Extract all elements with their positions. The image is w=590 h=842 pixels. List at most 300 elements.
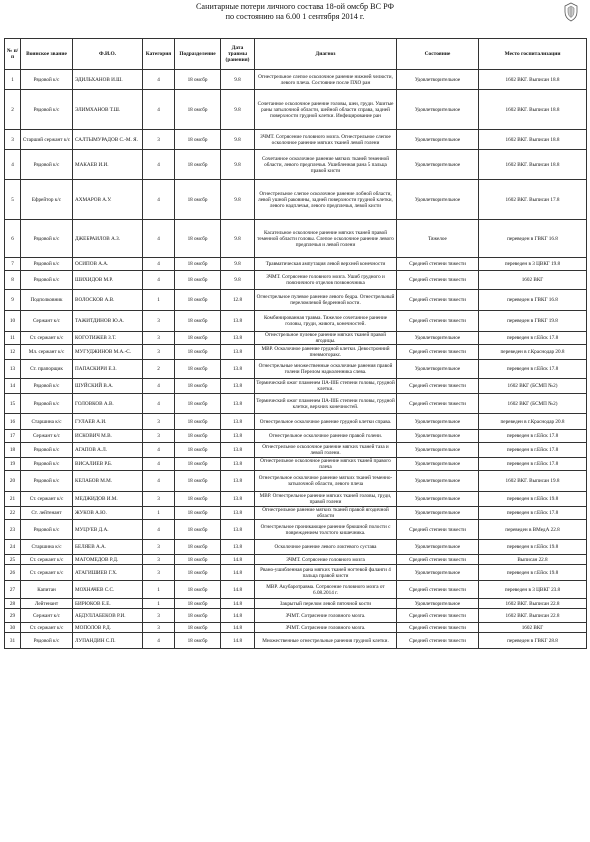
condition-cell: Удовлетворительное bbox=[397, 599, 479, 609]
condition-cell: Удовлетворительное bbox=[397, 332, 479, 345]
condition-cell: Средней степени тяжести bbox=[397, 609, 479, 623]
unit-cell: 18 омсбр bbox=[175, 555, 221, 565]
category-cell: 4 bbox=[143, 394, 175, 414]
hospitalization-place-cell: переведен в 3 ЦВКГ 23.8 bbox=[479, 581, 587, 599]
hospitalization-place-cell: переведен в г.Ейск 19.8 bbox=[479, 565, 587, 581]
rank-cell: Старший сержант к/с bbox=[21, 130, 73, 150]
table-row bbox=[5, 332, 587, 345]
table-row bbox=[5, 394, 587, 414]
condition-cell: Удовлетворительное bbox=[397, 492, 479, 507]
rank-cell: Рядовой к/с bbox=[21, 271, 73, 290]
table-row bbox=[5, 565, 587, 581]
condition-cell: Удовлетворительное bbox=[397, 70, 479, 90]
row-number-cell: 27 bbox=[5, 581, 21, 599]
table-row bbox=[5, 379, 587, 394]
injury-date-cell: 14.8 bbox=[221, 623, 255, 633]
category-cell: 4 bbox=[143, 70, 175, 90]
rank-cell: Рядовой к/с bbox=[21, 379, 73, 394]
injury-date-cell: 13.8 bbox=[221, 443, 255, 458]
table-row bbox=[5, 414, 587, 430]
hospitalization-place-cell: 1602 ВКГ. Выписан 18.8 bbox=[479, 150, 587, 180]
diagnosis-cell: ЗЧМТ. Сотрясение головного мозга. bbox=[255, 623, 397, 633]
table-row bbox=[5, 345, 587, 360]
category-cell: 1 bbox=[143, 581, 175, 599]
table-row bbox=[5, 271, 587, 290]
hospitalization-place-cell: переведен в г.Ейск 17.8 bbox=[479, 458, 587, 471]
diagnosis-cell: Огнестрельное осколочное ранение мягких тканей правого плеча bbox=[255, 458, 397, 471]
condition-cell: Удовлетворительное bbox=[397, 507, 479, 520]
row-number-cell: 14 bbox=[5, 379, 21, 394]
category-cell: 3 bbox=[143, 555, 175, 565]
condition-cell: Удовлетворительное bbox=[397, 90, 479, 130]
row-number-cell: 31 bbox=[5, 633, 21, 649]
condition-cell: Удовлетворительное bbox=[397, 540, 479, 555]
category-cell: 3 bbox=[143, 609, 175, 623]
unit-cell: 18 омсбр bbox=[175, 414, 221, 430]
diagnosis-cell: МВР. Огнестрельное ранение мягких тканей головы, груди, правой голени bbox=[255, 492, 397, 507]
diagnosis-cell: ЗЧМТ. Сотрясение головного мозга bbox=[255, 555, 397, 565]
injury-date-cell: 9.8 bbox=[221, 70, 255, 90]
full-name-cell: ШИХИДОВ М.Р. bbox=[73, 271, 143, 290]
rank-cell: Ст. сержант к/с bbox=[21, 555, 73, 565]
full-name-cell: ЖУКОВ А.Ю. bbox=[73, 507, 143, 520]
rank-cell: Ст. лейтенант bbox=[21, 507, 73, 520]
title-line-2: по состоянию на 6.00 1 сентября 2014 г. bbox=[225, 12, 365, 21]
unit-cell: 18 омсбр bbox=[175, 70, 221, 90]
hospitalization-place-cell: переведен в ВМедА 22.8 bbox=[479, 520, 587, 540]
injury-date-cell: 13.8 bbox=[221, 458, 255, 471]
diagnosis-cell: Термический ожог пламенем IIА-IIIБ степени головы, грудной клетки. bbox=[256, 380, 395, 392]
full-name-cell: АТАГИШИЕВ Г.Х. bbox=[73, 565, 143, 581]
row-number-cell: 2 bbox=[5, 90, 21, 130]
unit-cell: 18 омсбр bbox=[175, 90, 221, 130]
unit-cell: 18 омсбр bbox=[175, 458, 221, 471]
category-cell: 4 bbox=[143, 220, 175, 258]
rank-cell: Рядовой к/с bbox=[21, 633, 73, 649]
full-name-cell: ВИСАЛИЕВ Р.Б. bbox=[73, 458, 143, 471]
diagnosis-cell: Огнестрельное осколочное ранение правой голени. bbox=[255, 430, 397, 443]
unit-cell: 18 омсбр bbox=[175, 258, 221, 271]
unit-cell: 18 омсбр bbox=[175, 507, 221, 520]
injury-date-cell: 13.8 bbox=[221, 540, 255, 555]
hospitalization-place-cell: переведен в г.Ейск 17.8 bbox=[479, 360, 587, 379]
injury-date-cell: 13.8 bbox=[221, 471, 255, 492]
emblem-icon bbox=[562, 2, 580, 22]
rank-cell: Лейтенант bbox=[21, 599, 73, 609]
category-cell: 3 bbox=[143, 345, 175, 360]
unit-cell: 18 омсбр bbox=[175, 430, 221, 443]
injury-date-cell: 9.8 bbox=[221, 220, 255, 258]
rank-cell: Рядовой к/с bbox=[21, 394, 73, 414]
hospitalization-place-cell: 1602 ВКГ. Выписан 17.8 bbox=[479, 180, 587, 220]
condition-cell: Удовлетворительное bbox=[397, 130, 479, 150]
hospitalization-place-cell: переведен в 3 ЦВКГ 19.8 bbox=[479, 258, 587, 271]
diagnosis-cell: МВР. Осколочное ранение грудной клетки. Девостронний пневмоторакс. bbox=[255, 345, 397, 360]
rank-cell: Рядовой к/с bbox=[21, 471, 73, 492]
diagnosis-cell: Комбинированная травма. Тяжелое сочетанное ранение головы, груди, живота, конечностей. bbox=[255, 311, 397, 332]
row-number-cell: 20 bbox=[5, 471, 21, 492]
condition-cell: Удовлетворительное bbox=[397, 360, 479, 379]
injury-date-cell: 9.8 bbox=[221, 258, 255, 271]
hospitalization-place-cell: переведен в г.Ейск 17.8 bbox=[479, 443, 587, 458]
full-name-cell: ОСИПОВ А.А. bbox=[73, 258, 143, 271]
injury-date-cell: 12.8 bbox=[221, 290, 255, 311]
hospitalization-place-cell: 1602 ВКГ (БСМП №2) bbox=[479, 379, 587, 394]
injury-date-cell: 13.8 bbox=[221, 507, 255, 520]
rank-cell: Старшина к/с bbox=[21, 540, 73, 555]
full-name-cell: КОГОТИЖЕВ З.Т. bbox=[73, 332, 143, 345]
injury-date-cell: 14.8 bbox=[221, 555, 255, 565]
hospitalization-place-cell: переведен в г.Ейск 19.8 bbox=[479, 492, 587, 507]
full-name-cell: ГУЛАЕВ А.И. bbox=[73, 414, 143, 430]
condition-cell: Средней степени тяжести bbox=[397, 633, 479, 649]
column-header: Категория bbox=[143, 39, 175, 70]
unit-cell: 18 омсбр bbox=[175, 633, 221, 649]
table-row bbox=[5, 623, 587, 633]
unit-cell: 18 омсбр bbox=[175, 220, 221, 258]
diagnosis-cell: Огнестрельное осколочное ранение мягких тканей таза и левой голени. bbox=[255, 443, 397, 458]
full-name-cell: МУГУДЖИНОВ М.А.-С. bbox=[73, 345, 143, 360]
rank-cell: Ст. сержант к/с bbox=[21, 565, 73, 581]
injury-date-cell: 9.8 bbox=[221, 90, 255, 130]
injury-date-cell: 13.8 bbox=[221, 345, 255, 360]
condition-cell: Средней степени тяжести bbox=[397, 290, 479, 311]
category-cell: 4 bbox=[143, 271, 175, 290]
category-cell: 1 bbox=[143, 290, 175, 311]
rank-cell: Рядовой к/с bbox=[21, 443, 73, 458]
rank-cell: Сержант к/с bbox=[21, 609, 73, 623]
injury-date-cell: 13.8 bbox=[221, 311, 255, 332]
rank-cell: Мл. сержант к/с bbox=[21, 345, 73, 360]
table-row bbox=[5, 258, 587, 271]
injury-date-cell: 9.8 bbox=[221, 130, 255, 150]
rank-cell: Ефрейтор к/с bbox=[21, 180, 73, 220]
full-name-cell: МОПОЛОВ Р.Д. bbox=[73, 623, 143, 633]
diagnosis-cell: Осколочное ранение левого локтевого сустава bbox=[255, 540, 397, 555]
document-title bbox=[0, 2, 590, 22]
diagnosis-cell: Сочетанное осколочное ранение головы, шеи, груди. Ушитые раны затылочной области, шейной области справа, задней поверхности грудной клетки. Инфицирование ран bbox=[255, 90, 397, 130]
category-cell: 4 bbox=[143, 633, 175, 649]
row-number-cell: 17 bbox=[5, 430, 21, 443]
condition-cell: Удовлетворительное bbox=[397, 471, 479, 492]
category-cell: 4 bbox=[143, 150, 175, 180]
row-number-cell: 22 bbox=[5, 507, 21, 520]
category-cell: 3 bbox=[143, 332, 175, 345]
full-name-cell: БЕЛЯЕВ А.А. bbox=[73, 540, 143, 555]
table-row bbox=[5, 130, 587, 150]
condition-cell: Средней степени тяжести bbox=[397, 555, 479, 565]
table-row bbox=[5, 458, 587, 471]
row-number-cell: 15 bbox=[5, 394, 21, 414]
unit-cell: 18 омсбр bbox=[175, 271, 221, 290]
diagnosis-cell: Травматическая ампутация левой верхней конечности bbox=[255, 258, 397, 271]
table-row bbox=[5, 609, 587, 623]
row-number-cell: 4 bbox=[5, 150, 21, 180]
table-row bbox=[5, 70, 587, 90]
unit-cell: 18 омсбр bbox=[175, 290, 221, 311]
hospitalization-place-cell: 1602 ВКГ bbox=[479, 271, 587, 290]
table-row bbox=[5, 633, 587, 649]
injury-date-cell: 14.8 bbox=[221, 565, 255, 581]
row-number-cell: 26 bbox=[5, 565, 21, 581]
unit-cell: 18 омсбр bbox=[175, 520, 221, 540]
unit-cell: 18 омсбр bbox=[175, 180, 221, 220]
diagnosis-cell: ЗЧМТ. Сотрясение головного мозга. Ушиб грудного и поясничного отделов позвоночника bbox=[255, 271, 397, 290]
column-header: Дата травмы (ранения) bbox=[221, 39, 255, 70]
table-row bbox=[5, 443, 587, 458]
condition-cell: Средней степени тяжести bbox=[397, 311, 479, 332]
category-cell: 3 bbox=[143, 311, 175, 332]
category-cell: 3 bbox=[143, 130, 175, 150]
condition-cell: Средней степени тяжести bbox=[397, 271, 479, 290]
row-number-cell: 3 bbox=[5, 130, 21, 150]
hospitalization-place-cell: переведен в ГВКГ 16.8 bbox=[479, 220, 587, 258]
row-number-cell: 23 bbox=[5, 520, 21, 540]
rank-cell: Капитан bbox=[21, 581, 73, 599]
full-name-cell: ШУЙСКИЙ В.А. bbox=[73, 379, 143, 394]
unit-cell: 18 омсбр bbox=[175, 599, 221, 609]
unit-cell: 18 омсбр bbox=[175, 565, 221, 581]
row-number-cell: 25 bbox=[5, 555, 21, 565]
table-row bbox=[5, 492, 587, 507]
unit-cell: 18 омсбр bbox=[175, 150, 221, 180]
row-number-cell: 21 bbox=[5, 492, 21, 507]
diagnosis-cell: Касательное осколочное ранение мягких тканей правой теменной области головы. Слепое осколочное ранение левого предплечья и левой голени bbox=[255, 220, 397, 258]
diagnosis-cell: Огнестрельное осколочное ранение грудной клетки справа. bbox=[255, 414, 397, 430]
full-name-cell: ЭЛИМХАНОВ Т.Ш. bbox=[73, 90, 143, 130]
rank-cell: Ст. сержант к/с bbox=[21, 623, 73, 633]
diagnosis-cell: Огнестрельное слепое осколочное ранение лобной области, левой ушной раковины, задней поверхности грудной клетки, левого надплечья, левого предплечья, левой кисти bbox=[255, 180, 397, 220]
hospitalization-place-cell: 1602 ВКГ. Выписан 19.8 bbox=[479, 471, 587, 492]
category-cell: 1 bbox=[143, 507, 175, 520]
title-line-1: Санитарные потери личного состава 18-ой омсбр ВС РФ bbox=[195, 2, 395, 11]
diagnosis-cell: Закрытый перелом левой пяточной кости bbox=[255, 599, 397, 609]
row-number-cell: 30 bbox=[5, 623, 21, 633]
category-cell: 4 bbox=[143, 180, 175, 220]
condition-cell: Средней степени тяжести bbox=[397, 258, 479, 271]
row-number-cell: 29 bbox=[5, 609, 21, 623]
hospitalization-place-cell: переведен в ГВКГ 16.8 bbox=[479, 290, 587, 311]
diagnosis-cell: ЗЧМТ. Сотрясение головного мозга. Огнестрельное слепое осколочное ранение мягких тканей левой голени bbox=[255, 130, 397, 150]
unit-cell: 18 омсбр bbox=[175, 609, 221, 623]
hospitalization-place-cell: 1602 ВКГ bbox=[479, 623, 587, 633]
row-number-cell: 7 bbox=[5, 258, 21, 271]
full-name-cell: АХМАРОВ А.У. bbox=[73, 180, 143, 220]
rank-cell: Рядовой к/с bbox=[21, 70, 73, 90]
diagnosis-cell: Огнестрельное ранение мягких тканей правой ягодичной области bbox=[255, 507, 397, 520]
row-number-cell: 5 bbox=[5, 180, 21, 220]
condition-cell: Средней степени тяжести bbox=[397, 379, 479, 394]
table-row bbox=[5, 507, 587, 520]
rank-cell: Ст. прапорщик bbox=[21, 360, 73, 379]
column-header: Место госпитализации bbox=[479, 39, 587, 70]
unit-cell: 18 омсбр bbox=[175, 130, 221, 150]
hospitalization-place-cell: переведен в г.Краснодар 20.8 bbox=[479, 345, 587, 360]
unit-cell: 18 омсбр bbox=[175, 540, 221, 555]
category-cell: 4 bbox=[143, 471, 175, 492]
rank-cell: Ст. сержант к/с bbox=[21, 332, 73, 345]
unit-cell: 18 омсбр bbox=[175, 492, 221, 507]
column-header: Ф.И.О. bbox=[73, 39, 143, 70]
injury-date-cell: 13.8 bbox=[221, 360, 255, 379]
injury-date-cell: 13.8 bbox=[221, 332, 255, 345]
injury-date-cell: 14.8 bbox=[221, 599, 255, 609]
rank-cell: Старшина к/с bbox=[21, 414, 73, 430]
unit-cell: 18 омсбр bbox=[175, 623, 221, 633]
full-name-cell: МЕДЖИДОВ И.М. bbox=[73, 492, 143, 507]
row-number-cell: 9 bbox=[5, 290, 21, 311]
hospitalization-place-cell: переведен в г.Ейск 17.8 bbox=[479, 430, 587, 443]
injury-date-cell: 9.8 bbox=[221, 271, 255, 290]
full-name-cell: МУЦУЕВ Д.А. bbox=[73, 520, 143, 540]
category-cell: 3 bbox=[143, 623, 175, 633]
category-cell: 4 bbox=[143, 90, 175, 130]
injury-date-cell: 9.8 bbox=[221, 180, 255, 220]
condition-cell: Удовлетворительное bbox=[397, 443, 479, 458]
column-header: № п/п bbox=[5, 39, 21, 70]
row-number-cell: 12 bbox=[5, 345, 21, 360]
injury-date-cell: 13.8 bbox=[221, 520, 255, 540]
diagnosis-cell: Огнестрельное проникающее ранение брюшной полости с повреждением толстого кишечника. bbox=[255, 520, 397, 540]
row-number-cell: 28 bbox=[5, 599, 21, 609]
injury-date-cell: 13.8 bbox=[221, 379, 255, 394]
diagnosis-cell: Огнестрельное пулевое ранение мягких тканей правой ягодицы. bbox=[255, 332, 397, 345]
rank-cell: Рядовой к/с bbox=[21, 520, 73, 540]
full-name-cell: ВОЛОСКОВ А.В. bbox=[73, 290, 143, 311]
table-row bbox=[5, 220, 587, 258]
table-row bbox=[5, 290, 587, 311]
category-cell: 4 bbox=[143, 520, 175, 540]
condition-cell: Удовлетворительное bbox=[397, 414, 479, 430]
casualties-table bbox=[4, 38, 587, 649]
table-row bbox=[5, 540, 587, 555]
rank-cell: Сержант к/с bbox=[21, 311, 73, 332]
table-row bbox=[5, 430, 587, 443]
diagnosis-cell: Множественные огнестрельные ранения грудной клетки. bbox=[255, 633, 397, 649]
hospitalization-place-cell: переведен в г.Краснодар 20.8 bbox=[479, 414, 587, 430]
table-row bbox=[5, 555, 587, 565]
full-name-cell: АБДУЛЛАБЕКОВ Р.И. bbox=[73, 609, 143, 623]
full-name-cell: ИСКОВИЧ М.В. bbox=[73, 430, 143, 443]
condition-cell: Средней степени тяжести bbox=[397, 520, 479, 540]
diagnosis-cell: Огнестрельное слепое осколочное ранение нижней челюсти, левого плеча. Состояние после ПХО ран bbox=[255, 70, 397, 90]
category-cell: 3 bbox=[143, 492, 175, 507]
table-row bbox=[5, 90, 587, 130]
column-header: Диагноз bbox=[255, 39, 397, 70]
diagnosis-cell: МВР. Акубаротравма. Сотрясение головного мозга от 6.08.2014 г. bbox=[255, 581, 397, 599]
full-name-cell: МАГОМЕДОВ Р.Д. bbox=[73, 555, 143, 565]
condition-cell: Удовлетворительное bbox=[397, 565, 479, 581]
row-number-cell: 16 bbox=[5, 414, 21, 430]
rank-cell: Рядовой к/с bbox=[21, 90, 73, 130]
category-cell: 3 bbox=[143, 430, 175, 443]
injury-date-cell: 13.8 bbox=[221, 430, 255, 443]
full-name-cell: ПАПАСКИРИ Е.З. bbox=[73, 360, 143, 379]
table-row bbox=[5, 599, 587, 609]
diagnosis-cell: Огнестрельное пулевое ранение левого бедра. Огнестрельный переломлевой бедренной кости. bbox=[255, 290, 397, 311]
full-name-cell: БИРЮКОВ Е.Е. bbox=[73, 599, 143, 609]
injury-date-cell: 14.8 bbox=[221, 633, 255, 649]
table-row bbox=[5, 581, 587, 599]
hospitalization-place-cell: 1602 ВКГ (БСМП №2) bbox=[479, 394, 587, 414]
rank-cell: Рядовой к/с bbox=[21, 258, 73, 271]
full-name-cell: ЭДИЛЬХАНОВ И.Ш. bbox=[73, 70, 143, 90]
rank-cell: Сержант к/с bbox=[21, 430, 73, 443]
table-row bbox=[5, 150, 587, 180]
rank-cell: Рядовой к/с bbox=[21, 458, 73, 471]
table-row bbox=[5, 360, 587, 379]
row-number-cell: 18 bbox=[5, 443, 21, 458]
injury-date-cell: 14.8 bbox=[221, 609, 255, 623]
hospitalization-place-cell: 1602 ВКГ. Выписан 18.8 bbox=[479, 90, 587, 130]
row-number-cell: 10 bbox=[5, 311, 21, 332]
diagnosis-cell: Сочетанное осколочное ранение мягких тканей теменной области, левого предплечья. Ушибленная рана 5 пальца правой кисти bbox=[255, 150, 397, 180]
condition-cell: Удовлетворительное bbox=[397, 430, 479, 443]
unit-cell: 18 омсбр bbox=[175, 394, 221, 414]
injury-date-cell: 13.8 bbox=[221, 414, 255, 430]
row-number-cell: 19 bbox=[5, 458, 21, 471]
category-cell: 4 bbox=[143, 379, 175, 394]
table-row bbox=[5, 311, 587, 332]
diagnosis-cell: Рвано-ушибленная рана мягких тканей ногтевой фаланги 4 пальца правой кисти bbox=[255, 565, 397, 581]
injury-date-cell: 13.8 bbox=[221, 492, 255, 507]
hospitalization-place-cell: переведен в г.Ейск 17.8 bbox=[479, 507, 587, 520]
table-header-row bbox=[5, 39, 587, 70]
category-cell: 2 bbox=[143, 360, 175, 379]
unit-cell: 18 омсбр bbox=[175, 581, 221, 599]
condition-cell: Средней степени тяжести bbox=[397, 394, 479, 414]
full-name-cell: МОХНАЧЕВ С.С. bbox=[73, 581, 143, 599]
unit-cell: 18 омсбр bbox=[175, 471, 221, 492]
full-name-cell: ГОЛОВКОВ А.В. bbox=[73, 394, 143, 414]
table-row bbox=[5, 180, 587, 220]
row-number-cell: 13 bbox=[5, 360, 21, 379]
injury-date-cell: 14.8 bbox=[221, 581, 255, 599]
rank-cell: Рядовой к/с bbox=[21, 150, 73, 180]
condition-cell: Средней степени тяжести bbox=[397, 581, 479, 599]
hospitalization-place-cell: 1602 ВКГ. Выписан 22.8 bbox=[479, 609, 587, 623]
full-name-cell: САЛТЫМУРАДОВ С.-М. Я. bbox=[73, 130, 143, 150]
row-number-cell: 24 bbox=[5, 540, 21, 555]
hospitalization-place-cell: 1602 ВКГ. Выписан 18.8 bbox=[479, 70, 587, 90]
condition-cell: Средней степени тяжести bbox=[397, 623, 479, 633]
condition-cell: Удовлетворительное bbox=[397, 180, 479, 220]
full-name-cell: ТАЖИТДИНОВ Ю.А. bbox=[73, 311, 143, 332]
table-row bbox=[5, 471, 587, 492]
hospitalization-place-cell: Выписан 22.8 bbox=[479, 555, 587, 565]
unit-cell: 18 омсбр bbox=[175, 360, 221, 379]
diagnosis-cell: Термический ожог пламенем IIА-IIIБ степени головы, грудной клетки, верхних конечностей. bbox=[255, 394, 397, 414]
category-cell: 4 bbox=[143, 258, 175, 271]
row-number-cell: 1 bbox=[5, 70, 21, 90]
column-header: Воинское звание bbox=[21, 39, 73, 70]
condition-cell: Средней степени тяжести bbox=[397, 345, 479, 360]
full-name-cell: ДЖЕБРАИЛОВ А.З. bbox=[73, 220, 143, 258]
column-header: Состояние bbox=[397, 39, 479, 70]
rank-cell: Рядовой к/с bbox=[21, 220, 73, 258]
condition-cell: Удовлетворительное bbox=[397, 150, 479, 180]
full-name-cell: КЕЛАБОВ М.М. bbox=[73, 471, 143, 492]
injury-date-cell: 13.8 bbox=[221, 394, 255, 414]
table-row bbox=[5, 520, 587, 540]
column-header: Подразделение bbox=[175, 39, 221, 70]
unit-cell: 18 омсбр bbox=[175, 332, 221, 345]
category-cell: 4 bbox=[143, 458, 175, 471]
category-cell: 1 bbox=[143, 599, 175, 609]
full-name-cell: ЛУПАНДИН С.П. bbox=[73, 633, 143, 649]
condition-cell: Удовлетворительное bbox=[397, 458, 479, 471]
diagnosis-cell: ЗЧМТ. Сотрясение головного мозга. bbox=[255, 609, 397, 623]
